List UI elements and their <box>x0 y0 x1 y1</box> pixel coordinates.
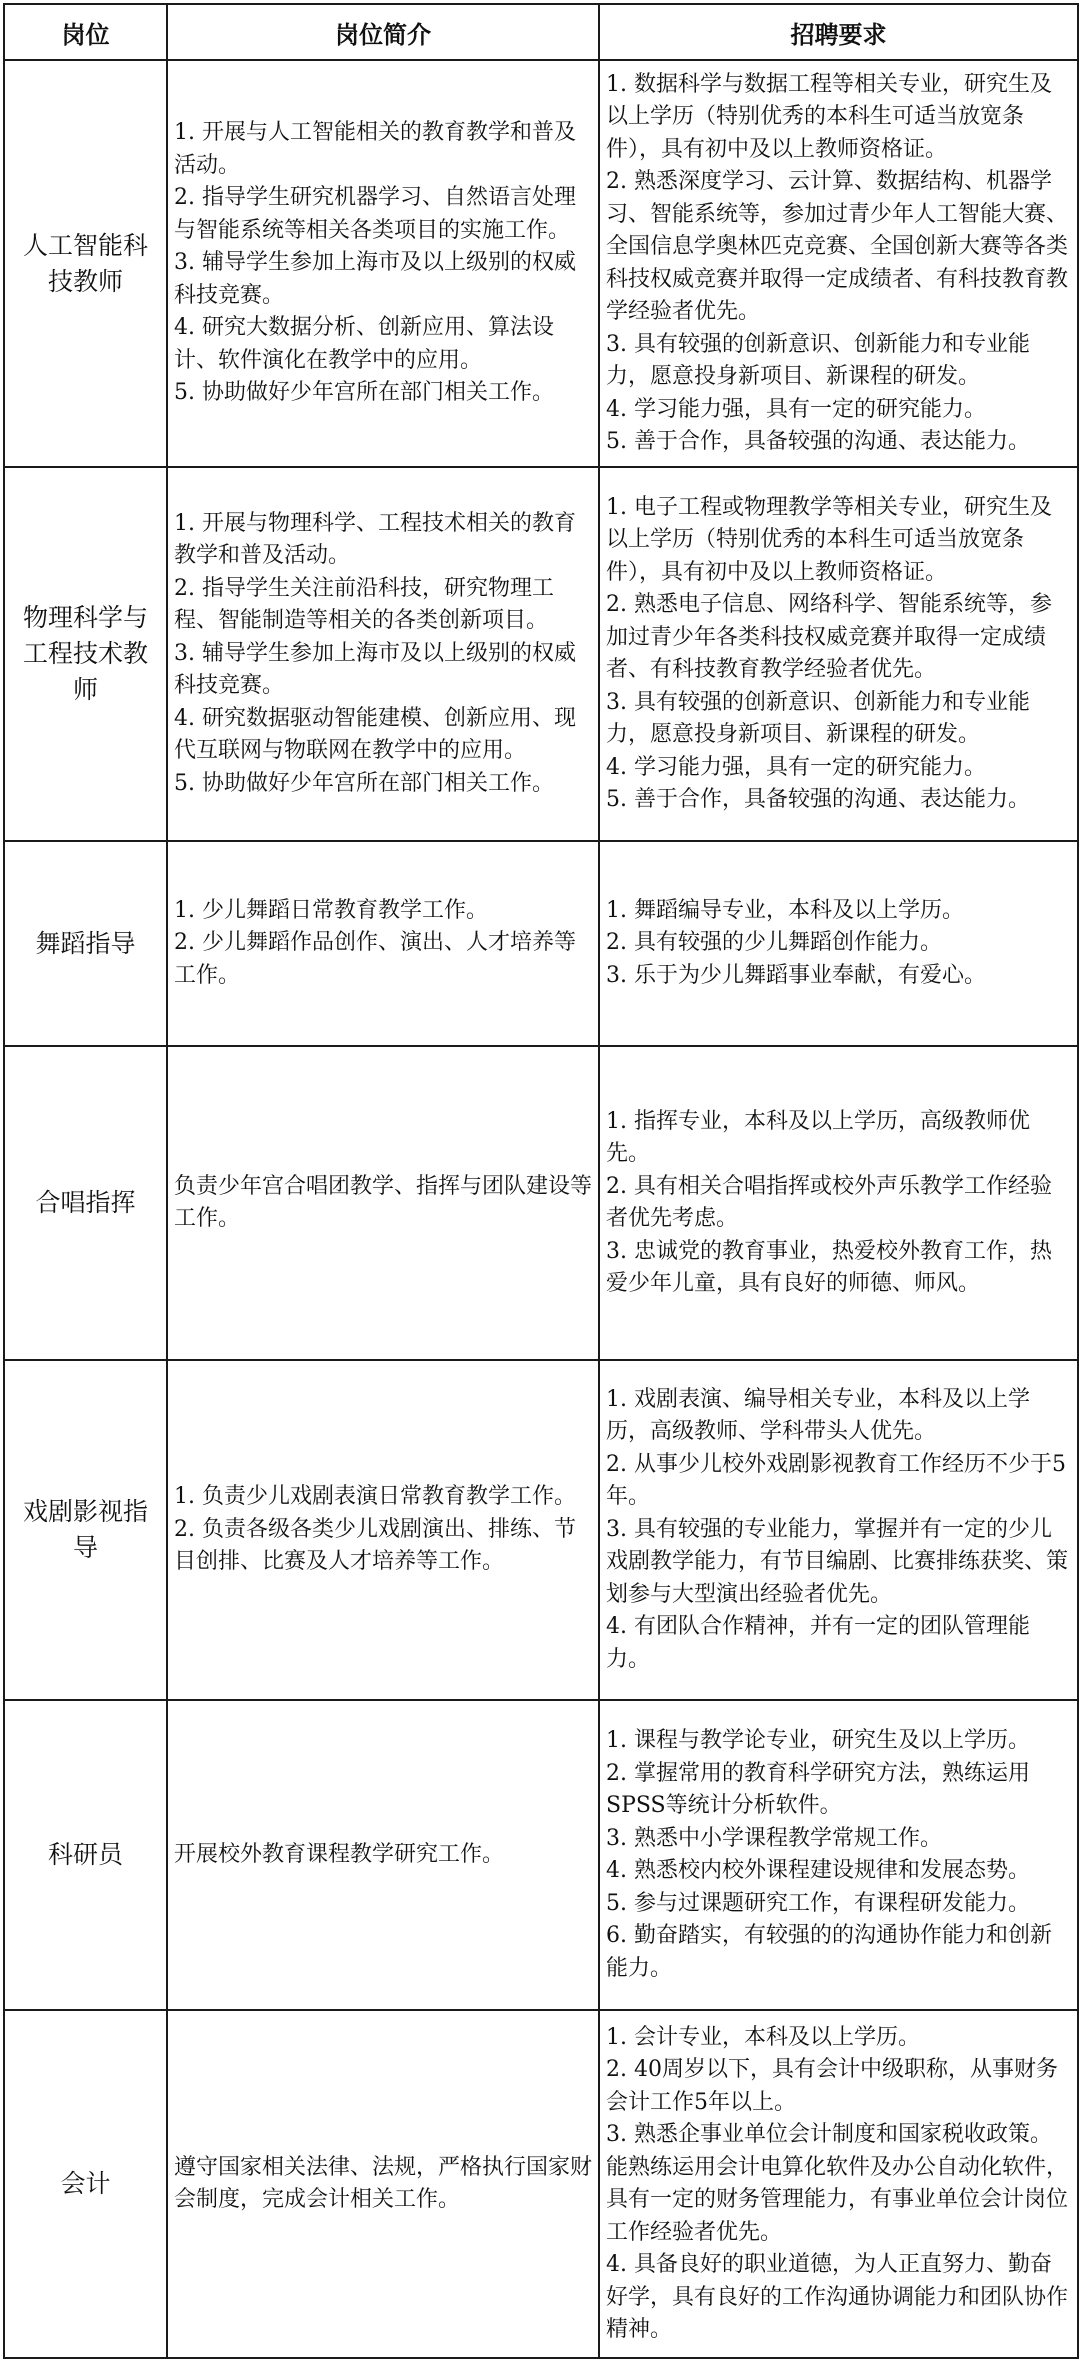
requirement-line: 2. 具有较强的少儿舞蹈创作能力。 <box>606 930 942 956</box>
requirement-line: 5. 善于合作，具备较强的沟通、表达能力。 <box>606 787 1030 812</box>
description-cell <box>167 1700 599 2010</box>
table-row <box>4 1360 1078 1700</box>
description-cell <box>167 2010 599 2358</box>
requirement-line: 4. 学习能力强，具有一定的研究能力。 <box>606 754 986 780</box>
description-line: 2. 指导学生研究机器学习、自然语言处理与智能系统等相关各类项目的实施工作。 <box>174 185 576 243</box>
description-cell <box>167 467 599 841</box>
description-cell <box>167 1046 599 1360</box>
requirement-line: 3. 熟悉企事业单位会计制度和国家税收政策。能熟练运用会计电算化软件及办公自动化软件，具有一定的财务管理能力，有事业单位会计岗位工作经验者优先。 <box>606 2122 1069 2245</box>
requirement-line: 2. 具有相关合唱指挥或校外声乐教学工作经验者优先考虑。 <box>606 1173 1052 1231</box>
description-line: 3. 辅导学生参加上海市及以上级别的权威科技竞赛。 <box>174 250 576 308</box>
table-row <box>4 1046 1078 1360</box>
table-row <box>4 841 1078 1046</box>
requirement-line: 4. 有团队合作精神，并有一定的团队管理能力。 <box>606 1614 1030 1672</box>
description-line: 1. 开展与人工智能相关的教育教学和普及活动。 <box>174 120 576 178</box>
requirement-line: 1. 戏剧表演、编导相关专业，本科及以上学历，高级教师、学科带头人优先。 <box>606 1386 1030 1445</box>
requirements-cell <box>599 841 1078 1046</box>
requirement-line: 4. 熟悉校内校外课程建设规律和发展态势。 <box>606 1858 1030 1883</box>
requirements-cell <box>599 467 1078 841</box>
table-row <box>4 467 1078 841</box>
description-line: 遵守国家相关法律、法规，严格执行国家财会制度，完成会计相关工作。 <box>174 2154 593 2212</box>
requirements-cell <box>599 1046 1078 1360</box>
requirements-cell <box>599 2010 1078 2358</box>
recruitment-table <box>3 3 1079 2359</box>
header-requirements: 招聘要求 <box>599 4 1078 60</box>
requirement-line: 2. 掌握常用的教育科学研究方法，熟练运用SPSS等统计分析软件。 <box>606 1760 1030 1818</box>
position-cell: 物理科学与工程技术教师 <box>4 467 167 841</box>
position-cell: 舞蹈指导 <box>4 841 167 1046</box>
table-row <box>4 1700 1078 2010</box>
description-cell <box>167 1360 599 1700</box>
requirement-line: 3. 熟悉中小学课程教学常规工作。 <box>606 1825 942 1851</box>
requirement-line: 2. 40周岁以下，具有会计中级职称，从事财务会计工作5年以上。 <box>606 2057 1058 2115</box>
description-cell <box>167 60 599 467</box>
requirement-line: 5. 参与过课题研究工作，有课程研发能力。 <box>606 1890 1030 1916</box>
table-row <box>4 2010 1078 2358</box>
requirements-cell <box>599 60 1078 467</box>
description-line: 2. 少儿舞蹈作品创作、演出、人才培养等工作。 <box>174 930 576 988</box>
description-line: 4. 研究数据驱动智能建模、创新应用、现代互联网与物联网在教学中的应用。 <box>174 705 576 764</box>
description-line: 2. 负责各级各类少儿戏剧演出、排练、节目创排、比赛及人才培养等工作。 <box>174 1516 576 1575</box>
description-cell <box>167 841 599 1046</box>
description-line: 负责少年宫合唱团教学、指挥与团队建设等工作。 <box>174 1173 593 1231</box>
requirement-line: 2. 熟悉深度学习、云计算、数据结构、机器学习、智能系统等，参加过青少年人工智能大赛、全国信息学奥林匹克竞赛、全国创新大赛等各类科技权威竞赛并取得一定成绩者、有科技教育教学经验者优先。 <box>606 169 1069 324</box>
requirements-cell <box>599 1360 1078 1700</box>
description-line: 2. 指导学生关注前沿科技，研究物理工程、智能制造等相关的各类创新项目。 <box>174 575 554 634</box>
requirement-line: 1. 指挥专业，本科及以上学历，高级教师优先。 <box>606 1108 1030 1166</box>
requirement-line: 2. 熟悉电子信息、网络科学、智能系统等，参加过青少年各类科技权威竞赛并取得一定成绩者、有科技教育教学经验者优先。 <box>606 592 1052 682</box>
requirements-cell <box>599 1700 1078 2010</box>
requirement-line: 4. 学习能力强，具有一定的研究能力。 <box>606 396 986 422</box>
requirement-line: 4. 具备良好的职业道德，为人正直努力、勤奋好学，具有良好的工作沟通协调能力和团队协作精神。 <box>606 2252 1069 2342</box>
position-cell: 合唱指挥 <box>4 1046 167 1360</box>
header-description: 岗位简介 <box>167 4 599 60</box>
description-line: 5. 协助做好少年宫所在部门相关工作。 <box>174 770 554 796</box>
position-cell: 戏剧影视指导 <box>4 1360 167 1700</box>
header-position: 岗位 <box>4 4 167 60</box>
position-cell: 科研员 <box>4 1700 167 2010</box>
description-line: 1. 少儿舞蹈日常教育教学工作。 <box>174 897 488 923</box>
description-line: 5. 协助做好少年宫所在部门相关工作。 <box>174 380 554 406</box>
requirement-line: 1. 会计专业，本科及以上学历。 <box>606 2024 920 2050</box>
requirement-line: 3. 乐于为少儿舞蹈事业奉献，有爱心。 <box>606 962 986 988</box>
position-cell: 人工智能科技教师 <box>4 60 167 467</box>
requirement-line: 5. 善于合作，具备较强的沟通、表达能力。 <box>606 429 1030 454</box>
requirement-line: 3. 具有较强的创新意识、创新能力和专业能力，愿意投身新项目、新课程的研发。 <box>606 331 1030 389</box>
description-line: 1. 开展与物理科学、工程技术相关的教育教学和普及活动。 <box>174 510 576 569</box>
requirement-line: 3. 具有较强的创新意识、创新能力和专业能力，愿意投身新项目、新课程的研发。 <box>606 689 1030 747</box>
table-row <box>4 60 1078 467</box>
requirement-line: 1. 课程与教学论专业，研究生及以上学历。 <box>606 1728 1030 1753</box>
description-line: 1. 负责少儿戏剧表演日常教育教学工作。 <box>174 1484 576 1510</box>
requirement-line: 1. 电子工程或物理教学等相关专业，研究生及以上学历（特别优秀的本科生可适当放宽条件），具有初中及以上教师资格证。 <box>606 494 1052 585</box>
requirement-line: 6. 勤奋踏实，有较强的的沟通协作能力和创新能力。 <box>606 1923 1052 1981</box>
header-row <box>4 4 1078 60</box>
position-cell: 会计 <box>4 2010 167 2358</box>
requirement-line: 3. 忠诚党的教育事业，热爱校外教育工作，热爱少年儿童，具有良好的师德、师风。 <box>606 1238 1052 1296</box>
requirement-line: 1. 舞蹈编导专业，本科及以上学历。 <box>606 897 964 923</box>
requirement-line: 2. 从事少儿校外戏剧影视教育工作经历不少于5年。 <box>606 1451 1066 1510</box>
requirement-line: 1. 数据科学与数据工程等相关专业，研究生及以上学历（特别优秀的本科生可适当放宽条件），具有初中及以上教师资格证。 <box>606 71 1052 162</box>
description-line: 4. 研究大数据分析、创新应用、算法设计、软件演化在教学中的应用。 <box>174 315 554 373</box>
description-line: 开展校外教育课程教学研究工作。 <box>174 1841 505 1867</box>
requirement-line: 3. 具有较强的专业能力，掌握并有一定的少儿戏剧教学能力，有节目编剧、比赛排练获奖、策划参与大型演出经验者优先。 <box>606 1516 1069 1607</box>
description-line: 3. 辅导学生参加上海市及以上级别的权威科技竞赛。 <box>174 640 576 699</box>
